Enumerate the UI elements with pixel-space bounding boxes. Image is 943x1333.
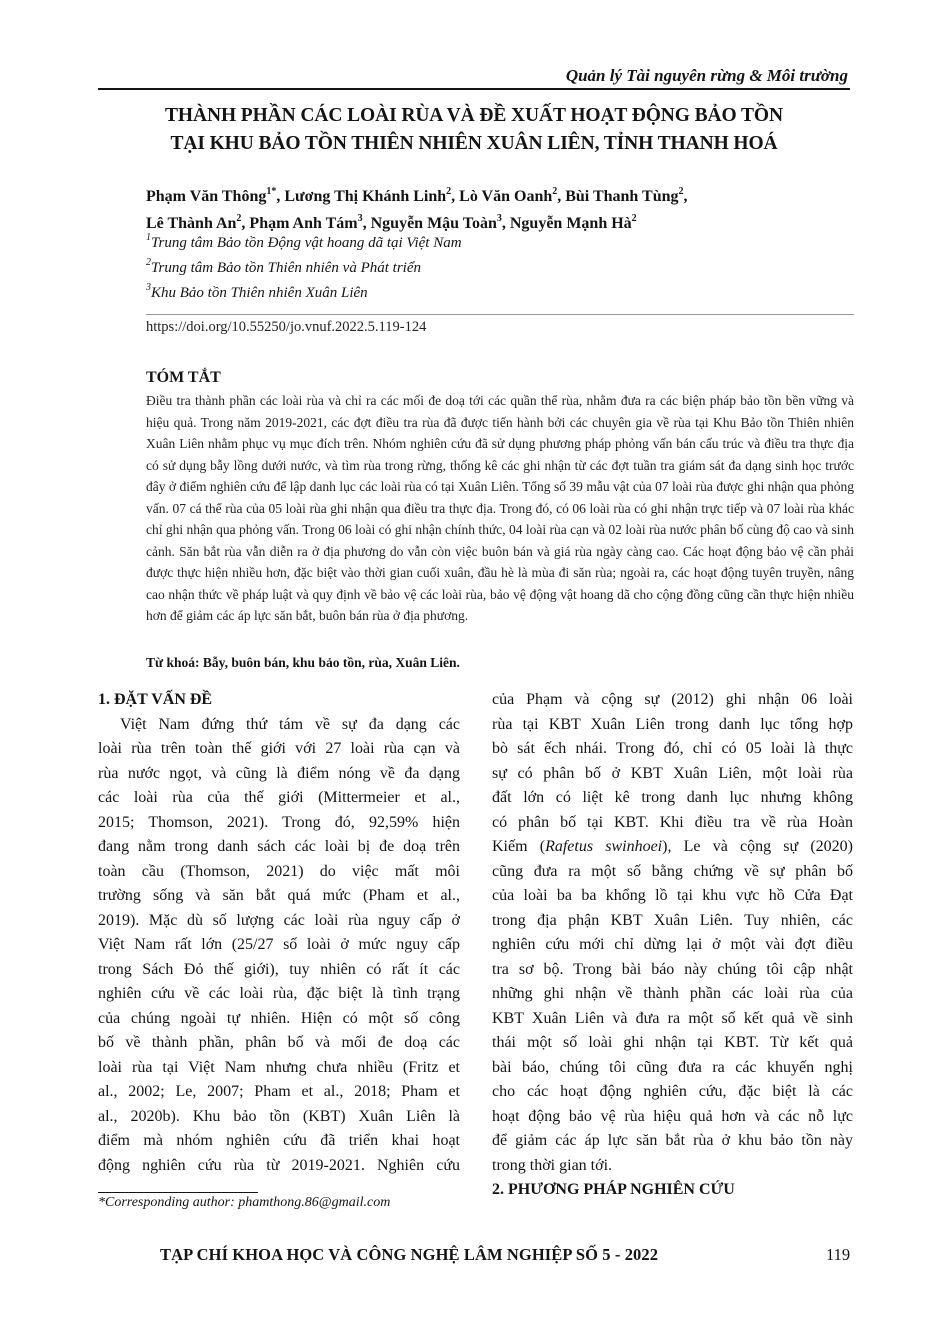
author-sup: 3: [357, 212, 363, 224]
author-name: Nguyễn Mậu Toàn: [370, 215, 497, 232]
affiliation-number: 3: [146, 282, 151, 293]
author-name: Lê Thành An: [146, 215, 237, 232]
doi-rule: [146, 314, 854, 315]
body-line: của loài ba ba khổng lồ tại khu vực hồ Cửa Đạt: [492, 887, 853, 904]
body-line: các loài rùa của thế giới (Mittermeier et al.,: [98, 789, 460, 806]
body-line: bố về thành phần, phân bố và mối đe doạ các: [98, 1034, 460, 1051]
article-title: [98, 102, 850, 158]
author-sup: 2: [631, 212, 637, 224]
title-line-2: TẠI KHU BẢO TỒN THIÊN NHIÊN XUÂN LIÊN, TỈNH THANH HOÁ: [170, 133, 778, 154]
affiliation-number: 1: [146, 232, 151, 243]
body-line: rùa tại KBT Xuân Liên trong danh lục tổng hợp: [492, 715, 853, 733]
body-text: ), Le và cộng sự (2020): [662, 838, 853, 855]
species-name: Rafetus swinhoei: [545, 838, 663, 855]
author-name: Bùi Thanh Tùng: [565, 188, 679, 205]
abstract-heading: TÓM TẮT: [146, 369, 221, 386]
author-sup: 2: [552, 185, 558, 197]
right-column: [492, 688, 853, 1203]
corresponding-author-footnote: *Corresponding author: phamthong.86@gmail.com: [98, 1195, 391, 1210]
header-rule: [98, 88, 850, 90]
author-sup: 3: [496, 212, 502, 224]
body-line: tra sơ bộ. Trong bài báo này chúng tôi cập nhật: [492, 960, 853, 978]
left-column: [98, 688, 460, 1178]
author-sup: 1*: [266, 185, 277, 197]
body-line: điểm mà nhóm nghiên cứu đã triển khai hoạt: [98, 1132, 460, 1149]
section-heading: 1. ĐẶT VẤN ĐỀ: [98, 691, 213, 708]
page-number: 119: [826, 1245, 851, 1264]
running-header: Quản lý Tài nguyên rừng & Môi trường: [565, 66, 848, 85]
body-line: đất lớn có liệt kê trong danh lục nhưng không: [492, 789, 853, 806]
body-line: có phân bố tại KBT. Khi điều tra về rùa Hoàn: [492, 813, 853, 831]
author-name: Phạm Văn Thông: [146, 188, 267, 205]
abstract-text: Điều tra thành phần các loài rùa và chỉ ra các mối đe doạ tới các quần thể rùa, nhằm đưa ra các biện pháp bảo tồn bền vững và hiệu quả. Trong năm 2019-2021, các đợt điều tra rùa đã được tiến hành bởi các chuyên gia về rùa tại Khu Bảo tồn Thiên nhiên Xuân Liên nhằm phục vụ mục đích trên. Nhóm nghiên cứu đã sử dụng phương pháp phỏng vấn bán cấu trúc và điều tra thực địa có sử dụng bẫy lồng dưới nước, và tìm rùa trong rừng, thống kê các ghi nhận từ các đợt tuần tra giám sát đa dạng sinh học trước đây ở điểm nghiên cứu để lập danh lục các loài rùa có tại Xuân Liên. Tổng số 39 mẫu vật của 07 loài rùa được ghi nhận qua phỏng vấn. 07 cá thể rùa của 05 loài rùa ghi nhận qua điều tra thực địa. Trong đó, có 06 loài rùa có ghi nhận trực tiếp và 07 loài rùa khác chỉ ghi nhận qua phỏng vấn. Trong 06 loài có ghi nhận chính thức, 04 loài rùa cạn và 02 loài rùa nước phân bố cùng độ cao và sinh cảnh. Săn bắt rùa vẫn diễn ra ở địa phương do vẫn còn việc buôn bán và giá rùa ngày càng cao. Các hoạt động bảo vệ cần phải được thực hiện nhiều hơn, đặc biệt vào thời gian cuối xuân, đầu hè là mùa đi săn rùa; ngoài ra, các hoạt động tuyên truyền, nâng cao nhận thức về pháp luật và quy định về bảo vệ các loài rùa, bảo vệ động vật hoang dã cho cộng đồng cũng cần thực hiện nhiều hơn để giảm các áp lực săn bắt, buôn bán rùa ở địa phương.: [146, 393, 854, 623]
author-line-2: Lê Thành An$^2$, Phạm Anh Tám$^3$, Nguyễn Mậu Toàn$^3$, Nguyễn Mạnh $Hà^2$: [146, 212, 637, 232]
body-line: rùa nước ngọt, và cũng là điểm nóng về đa dạng: [98, 764, 460, 782]
body-line: al., 2020b). Khu bảo tồn (KBT) Xuân Liên là: [98, 1107, 460, 1125]
author-name: Nguyễn Mạnh Hà: [509, 215, 632, 232]
affiliation-text: Trung tâm Bảo tồn Thiên nhiên và Phát triển: [151, 260, 421, 276]
footnote-rule: [98, 1192, 258, 1193]
footer-journal-name: TẠP CHÍ KHOA HỌC VÀ CÔNG NGHỆ LÂM NGHIỆP SỐ 5 - 2022: [160, 1245, 659, 1264]
body-line: loài rùa trên toàn thế giới với 27 loài rùa cạn và: [98, 740, 460, 757]
affiliation-text: Trung tâm Bảo tồn Động vật hoang dã tại Việt Nam: [151, 235, 462, 251]
body-line: Việt Nam rất lớn (25/27 số loài ở mức nguy cấp: [98, 936, 460, 953]
body-line: cho các hoạt động nghiên cứu, đặc biệt là các: [492, 1083, 853, 1100]
body-text: Kiếm (: [492, 838, 546, 855]
author-name: Lương Thị Khánh Linh: [284, 188, 447, 205]
body-line: nghiên cứu mới chỉ dừng lại ở một vài đợt điều: [492, 936, 853, 953]
body-line: của Phạm và cộng sự (2012) ghi nhận 06 loài: [492, 691, 853, 708]
body-line: của chúng ngoài tự nhiên. Hiện có một số công: [98, 1009, 460, 1027]
body-line: KBT Xuân Liên và đưa ra một số kết quả về sinh: [492, 1009, 853, 1027]
body-line: thái một số loài ghi nhận tại KBT. Từ kết quả: [492, 1034, 853, 1051]
body-line: trong địa phận KBT Xuân Liên. Tuy nhiên, các: [492, 911, 853, 929]
affiliation-number: 2: [146, 257, 151, 268]
body-line: trường sống và săn bắt quá mức (Pham et al.,: [98, 887, 460, 904]
body-line: đang nằm trong danh sách các loài bị đe doạ trên: [98, 838, 460, 855]
title-line-1: THÀNH PHẦN CÁC LOÀI RÙA VÀ ĐỀ XUẤT HOẠT ĐỘNG BẢO TỒN: [165, 105, 783, 126]
body-line: sự có phân bố ở KBT Xuân Liên, một loài rùa: [492, 764, 853, 782]
body-line: 2015; Thomson, 2021). Trong đó, 92,59% hiện: [98, 813, 460, 831]
body-line: Việt Nam đứng thứ tám về sự đa dạng các: [120, 715, 460, 733]
body-line: nghiên cứu về các loài rùa, đặc biệt là tình trạng: [98, 985, 460, 1002]
affiliation-text: Khu Bảo tồn Thiên nhiên Xuân Liên: [151, 285, 368, 301]
body-line: 2019). Mặc dù số lượng các loài rùa nguy cấp ở: [98, 911, 460, 929]
author-sup: 2: [236, 212, 242, 224]
author-name: Phạm Anh Tám: [249, 215, 358, 232]
body-line: để giảm các áp lực săn bắt rùa ở khu bảo tồn này: [492, 1132, 853, 1149]
body-line: bài báo, chúng tôi cũng đưa ra các khuyến nghị: [492, 1058, 853, 1076]
author-line-1: Phạm Văn Thông$^{1*}$, Lương Thị Khánh Linh$^2$, Lò Văn Oanh$^2$, Bùi Thanh Tùng$^2$,: [146, 185, 688, 205]
body-line: những ghi nhận về thành phần các loài rùa của: [492, 985, 853, 1002]
body-line: trong Sách Đỏ thế giới), tuy nhiên có rất ít các: [98, 960, 460, 978]
body-line: al., 2002; Le, 2007; Pham et al., 2018; Pham et: [98, 1083, 460, 1100]
body-line: loài rùa tại Việt Nam nhưng chưa nhiều (Fritz et: [98, 1058, 460, 1076]
keywords: Từ khoá: Bẫy, buôn bán, khu bảo tồn, rùa, Xuân Liên.: [146, 655, 460, 670]
affiliation-1: [146, 232, 846, 252]
author-sup: 2: [678, 185, 684, 197]
body-line: [492, 835, 853, 860]
affiliation-2: [146, 257, 846, 277]
author-sup: 2: [446, 185, 452, 197]
body-line: động nghiên cứu rùa từ 2019-2021. Nghiên cứu: [98, 1156, 460, 1174]
body-line: cũng đưa ra một số bằng chứng về sự phân bố: [492, 862, 853, 880]
affiliation-3: [146, 282, 846, 302]
body-line: hoạt động bảo vệ rùa hiệu quả hơn và các nỗ lực: [492, 1107, 853, 1125]
body-line: trong thời gian tới.: [492, 1156, 613, 1174]
body-line: toàn cầu (Thomson, 2021) do việc mất môi: [98, 862, 460, 880]
author-list: [146, 183, 856, 237]
doi-link[interactable]: https://doi.org/10.55250/jo.vnuf.2022.5.119-124: [146, 319, 427, 335]
section-heading: 2. PHƯƠNG PHÁP NGHIÊN CỨU: [492, 1181, 735, 1198]
author-name: Lò Văn Oanh: [459, 188, 553, 205]
body-line: bò sát ếch nhái. Trong đó, chỉ có 05 loài là thực: [492, 740, 853, 757]
